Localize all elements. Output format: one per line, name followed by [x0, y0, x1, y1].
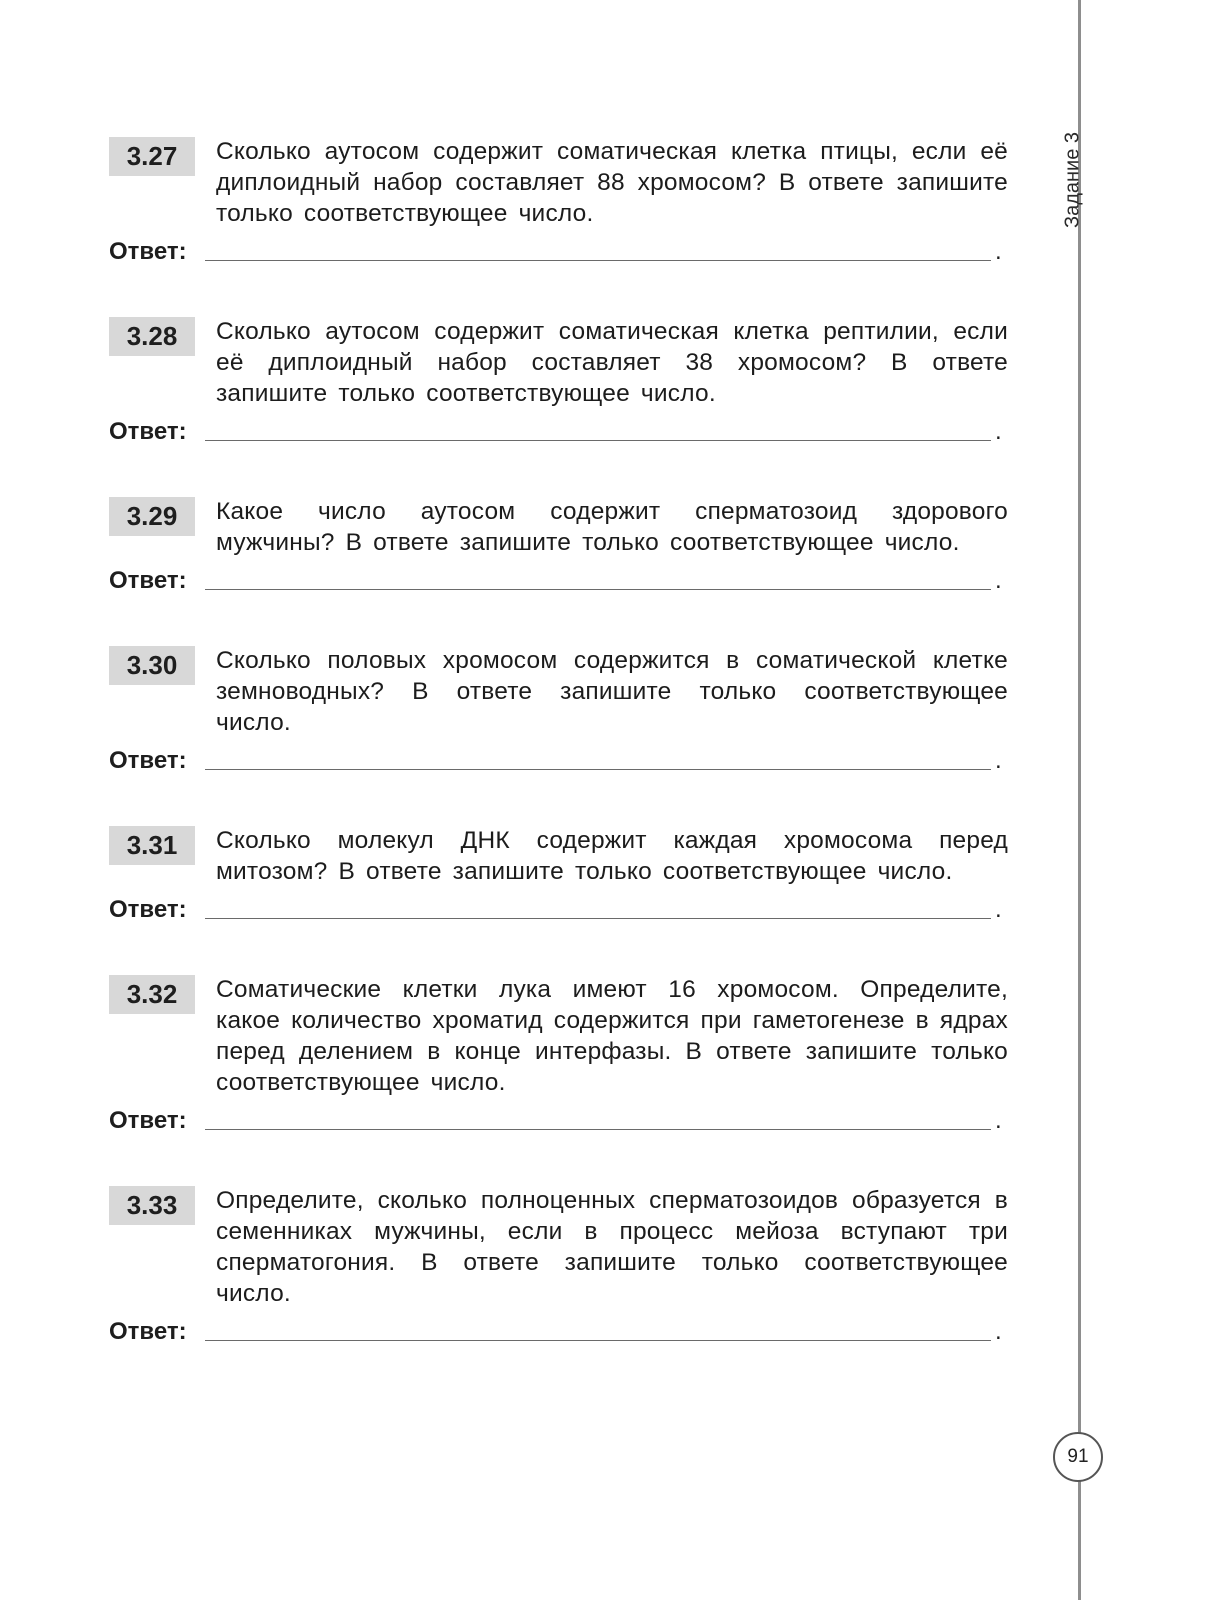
- margin-rule: [1078, 0, 1081, 1600]
- task-item: [109, 974, 1019, 1136]
- task-item: [109, 316, 1019, 447]
- task-number: 3.32: [109, 975, 195, 1014]
- task-item: [109, 496, 1019, 596]
- answer-label: Ответ:: [109, 747, 187, 774]
- task-text: Соматические клетки лука имеют 16 хромосом. Определите, какое количество хроматид содержится при гаметогенезе в ядрах перед делением в конце интерфазы. В ответе запишите только соответствующее число.: [216, 976, 1008, 1096]
- task-number: 3.28: [109, 317, 195, 356]
- answer-field[interactable]: [205, 769, 991, 770]
- answer-field[interactable]: [205, 1129, 991, 1130]
- answer-row: [109, 562, 1019, 596]
- answer-field[interactable]: [205, 440, 991, 441]
- task-text: Сколько молекул ДНК содержит каждая хромосома перед митозом? В ответе запишите только соответствующее число.: [216, 827, 1008, 885]
- answer-row: [109, 891, 1019, 925]
- task-number: 3.27: [109, 137, 195, 176]
- answer-field[interactable]: [205, 918, 991, 919]
- answer-period: .: [995, 418, 1002, 445]
- task-text: Сколько аутосом содержит соматическая клетка птицы, если её диплоидный набор составляет 88 хромосом? В ответе запишите только соответствующее число.: [216, 138, 1008, 227]
- answer-label: Ответ:: [109, 238, 187, 265]
- answer-period: .: [995, 567, 1002, 594]
- answer-label: Ответ:: [109, 418, 187, 445]
- answer-period: .: [995, 1318, 1002, 1345]
- task-number: 3.31: [109, 826, 195, 865]
- answer-period: .: [995, 1107, 1002, 1134]
- task-item: [109, 825, 1019, 925]
- task-text: Сколько аутосом содержит соматическая клетка рептилии, если её диплоидный набор составляет 38 хромосом? В ответе запишите только соответствующее число.: [216, 318, 1008, 407]
- answer-row: [109, 742, 1019, 776]
- answer-field[interactable]: [205, 260, 991, 261]
- task-item: [109, 1185, 1019, 1347]
- task-list: [109, 136, 1019, 1347]
- task-item: [109, 645, 1019, 776]
- answer-row: [109, 413, 1019, 447]
- task-text: Какое число аутосом содержит сперматозоид здорового мужчины? В ответе запишите только соответствующее число.: [216, 498, 1008, 556]
- answer-label: Ответ:: [109, 1318, 187, 1345]
- section-label: Задание 3: [1061, 131, 1084, 229]
- task-number: 3.30: [109, 646, 195, 685]
- answer-field[interactable]: [205, 589, 991, 590]
- task-number: 3.33: [109, 1186, 195, 1225]
- answer-period: .: [995, 896, 1002, 923]
- answer-row: [109, 1102, 1019, 1136]
- answer-period: .: [995, 238, 1002, 265]
- answer-row: [109, 1313, 1019, 1347]
- answer-row: [109, 233, 1019, 267]
- task-number: 3.29: [109, 497, 195, 536]
- answer-label: Ответ:: [109, 567, 187, 594]
- answer-field[interactable]: [205, 1340, 991, 1341]
- answer-label: Ответ:: [109, 896, 187, 923]
- task-text: Сколько половых хромосом содержится в соматической клетке земноводных? В ответе запишите только соответствующее число.: [216, 647, 1008, 736]
- task-item: [109, 136, 1019, 267]
- page-number: 91: [1053, 1432, 1103, 1482]
- task-text: Определите, сколько полноценных сперматозоидов образуется в семенниках мужчины, если в процесс мейоза вступают три сперматогония. В ответе запишите только соответствующее число.: [216, 1187, 1008, 1307]
- answer-period: .: [995, 747, 1002, 774]
- answer-label: Ответ:: [109, 1107, 187, 1134]
